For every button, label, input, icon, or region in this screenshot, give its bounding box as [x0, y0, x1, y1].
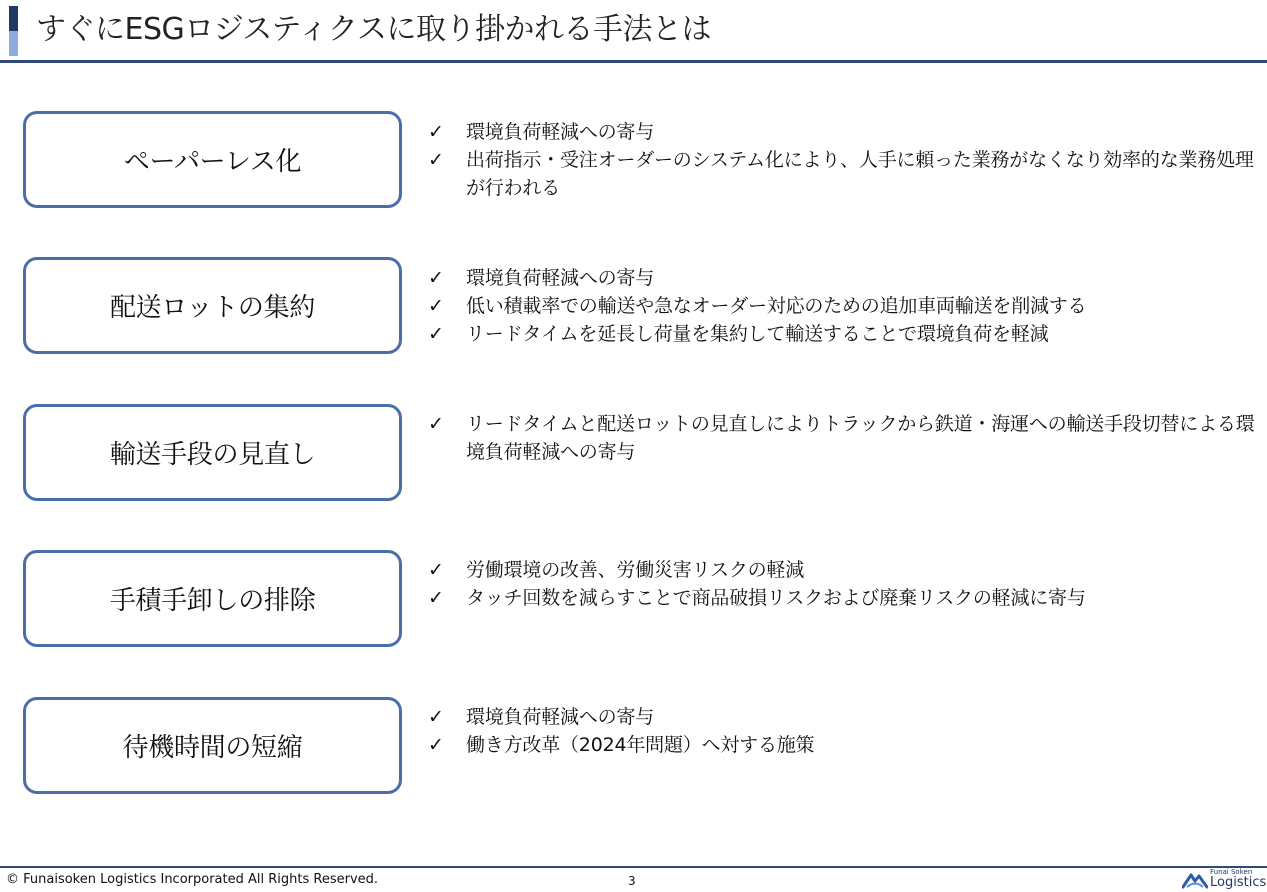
logo-tagline: Funai Soken [1210, 868, 1253, 876]
benefit-item [428, 292, 1258, 320]
check-icon: ✓ [428, 559, 444, 581]
footer-divider [0, 866, 1267, 868]
benefit-item [428, 320, 1258, 348]
benefit-item [428, 584, 1258, 612]
benefit-text: リードタイムを延長し荷量を集約して輸送することで環境負荷を軽減 [466, 323, 1049, 345]
method-label-box [23, 550, 402, 647]
method-label-box [23, 257, 402, 354]
benefit-text: 低い積載率での輸送や急なオーダー対応のための追加車両輸送を削減する [466, 295, 1087, 317]
check-icon: ✓ [428, 149, 444, 171]
company-logo [1182, 868, 1267, 890]
method-label: 配送ロットの集約 [109, 293, 316, 323]
method-label: 待機時間の短縮 [122, 733, 303, 763]
benefit-item [428, 410, 1258, 466]
check-icon: ✓ [428, 121, 444, 143]
check-icon: ✓ [428, 267, 444, 289]
method-benefits [428, 264, 1258, 348]
benefit-item [428, 146, 1258, 202]
method-benefits [428, 556, 1258, 612]
benefit-item [428, 118, 1258, 146]
method-label-box [23, 697, 402, 794]
benefit-item [428, 703, 1258, 731]
check-icon: ✓ [428, 295, 444, 317]
method-label: ペーパーレス化 [123, 147, 302, 177]
benefit-item [428, 556, 1258, 584]
method-benefits [428, 703, 1258, 759]
method-benefits [428, 410, 1258, 466]
method-label-box [23, 111, 402, 208]
benefit-text: リードタイムと配送ロットの見直しによりトラックから鉄道・海運への輸送手段切替による環境負荷軽減への寄与 [466, 413, 1255, 463]
check-icon: ✓ [428, 587, 444, 609]
method-benefits [428, 118, 1258, 202]
copyright-notice: © Funaisoken Logistics Incorporated All Rights Reserved. [6, 872, 379, 887]
benefit-item [428, 264, 1258, 292]
check-icon: ✓ [428, 323, 444, 345]
check-icon: ✓ [428, 734, 444, 756]
benefit-text: 環境負荷軽減への寄与 [466, 706, 655, 728]
page-number: 3 [628, 874, 636, 888]
benefit-text: 働き方改革（2024年問題）へ対する施策 [466, 734, 815, 756]
method-label-box [23, 404, 402, 501]
benefit-text: 環境負荷軽減への寄与 [466, 267, 655, 289]
method-label: 輸送手段の見直し [109, 440, 316, 470]
logo-wordmark: Logistics [1210, 875, 1267, 890]
method-label: 手積手卸しの排除 [109, 586, 316, 616]
check-icon: ✓ [428, 706, 444, 728]
check-icon: ✓ [428, 413, 444, 435]
benefit-item [428, 731, 1258, 759]
benefit-text: タッチ回数を減らすことで商品破損リスクおよび廃棄リスクの軽減に寄与 [466, 587, 1086, 609]
benefit-text: 労働環境の改善、労働災害リスクの軽減 [466, 559, 805, 581]
benefit-text: 環境負荷軽減への寄与 [466, 121, 655, 143]
page-title: すぐにESGロジスティクスに取り掛かれる手法とは [36, 12, 712, 47]
benefit-text: 出荷指示・受注オーダーのシステム化により、人手に頼った業務がなくなり効率的な業務処理が行われる [466, 149, 1254, 199]
wave-logo-icon [1182, 871, 1208, 889]
